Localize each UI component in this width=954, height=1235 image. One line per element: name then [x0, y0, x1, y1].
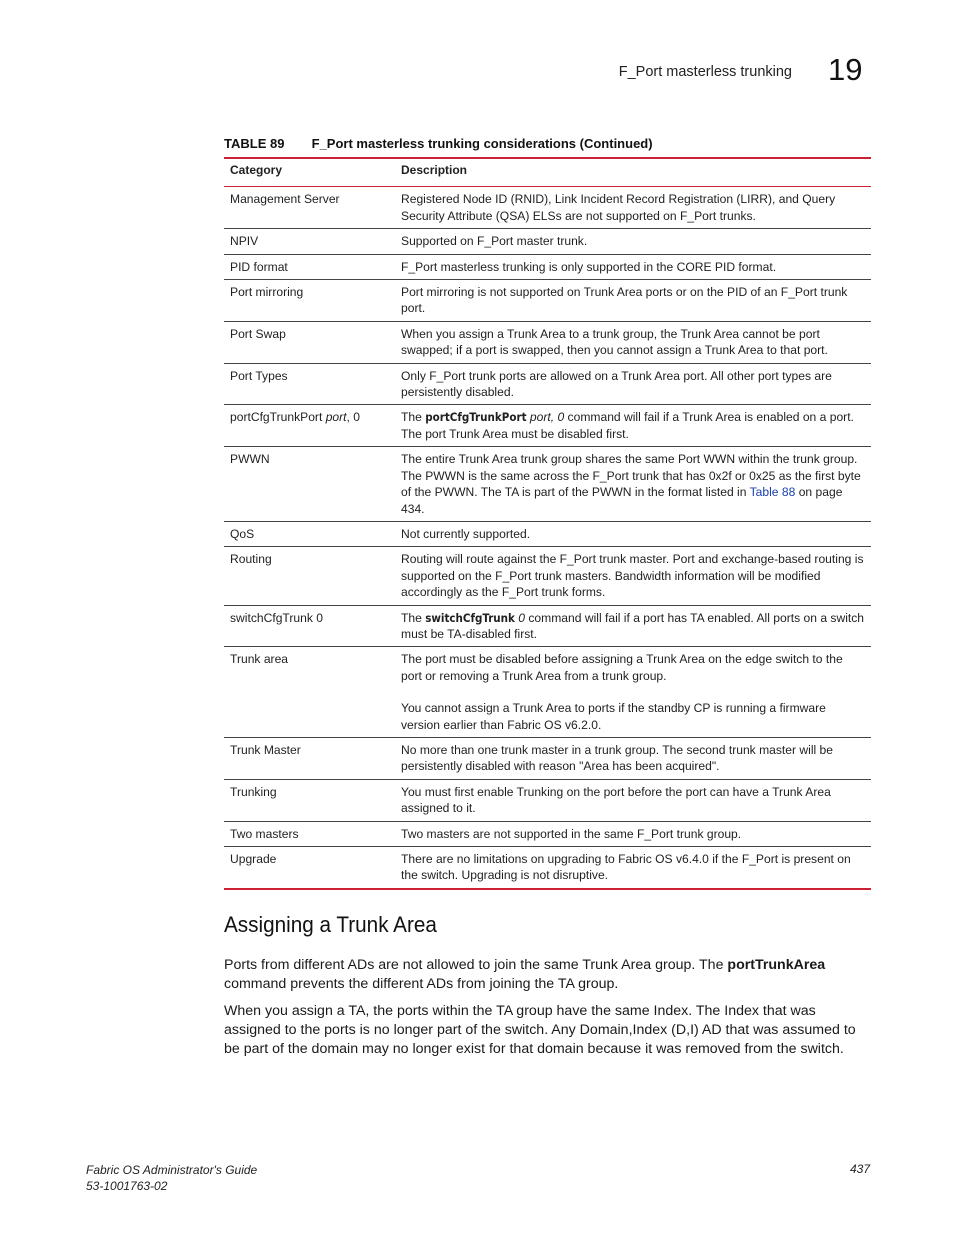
row-category: Management Server [224, 187, 395, 229]
row-description: You must first enable Trunking on the port before the port can have a Trunk Area assigned to it. [395, 779, 871, 821]
row-description: No more than one trunk master in a trunk group. The second trunk master will be persistently disabled with reason "Area has been acquired". [395, 737, 871, 779]
para-text: command prevents the different ADs from joining the TA group. [224, 976, 619, 992]
table-row [224, 547, 871, 605]
table-row [224, 321, 871, 363]
table-caption [224, 136, 653, 151]
table-row [224, 647, 871, 738]
table-row [224, 254, 871, 279]
row-description: There are no limitations on upgrading to Fabric OS v6.4.0 if the F_Port is present on the switch. Upgrading is not disruptive. [395, 847, 871, 889]
desc-text: The [401, 610, 426, 625]
table-row [224, 605, 871, 647]
row-category: Trunk Master [224, 737, 395, 779]
desc-text: The port must be disabled before assigning a Trunk Area on the edge switch to the port or removing a Trunk Area from a trunk group. [401, 652, 843, 683]
row-category: Two masters [224, 821, 395, 846]
row-category: Port Types [224, 363, 395, 405]
table-row [224, 363, 871, 405]
row-description: Port mirroring is not supported on Trunk Area ports or on the PID of an F_Port trunk port. [395, 280, 871, 322]
table-row [224, 187, 871, 229]
command-name: portTrunkArea [727, 957, 826, 973]
row-description: Not currently supported. [395, 521, 871, 546]
row-category: Port Swap [224, 321, 395, 363]
row-category: Upgrade [224, 847, 395, 889]
category-args: port [325, 410, 347, 425]
desc-text: The [401, 410, 426, 425]
category-tail: , 0 [346, 410, 360, 425]
desc-text: The entire Trunk Area trunk group shares the same Port WWN within the trunk group. The PWWN is the same across the F_Port trunk that has 0x2f or 0x25 as the first byte of the PWWN. The TA is part of the PWWN in the format listed in [401, 452, 861, 500]
desc-text-2: You cannot assign a Trunk Area to ports if the standby CP is running a firmware version earlier than Fabric OS v6.2.0. [401, 701, 826, 732]
table-row [224, 821, 871, 846]
chapter-number: 19 [828, 52, 863, 87]
row-description: F_Port masterless trunking is only supported in the CORE PID format. [395, 254, 871, 279]
table-row [224, 280, 871, 322]
section-paragraph-2: When you assign a TA, the ports within the TA group have the same Index. The Index that was assigned to the ports is no longer part of the switch. Any Domain,Index (D,I) AD that was assumed to be part of the domain may no longer exist for that domain because it was removed from the switch. [224, 1003, 856, 1057]
row-category: Trunking [224, 779, 395, 821]
row-category: PID format [224, 254, 395, 279]
desc-text: on page 434. [401, 485, 843, 516]
desc-text: command will fail if a port has TA enabled. All ports on a switch must be TA-disabled first. [401, 610, 865, 641]
row-description [395, 647, 871, 738]
row-category: Port mirroring [224, 280, 395, 322]
table-header-row [224, 158, 871, 187]
command-name: switchCfgTrunk [425, 610, 515, 625]
row-description [395, 405, 871, 447]
table-row [224, 447, 871, 522]
column-header-category: Category [224, 158, 395, 187]
row-category: Routing [224, 547, 395, 605]
table-row [224, 229, 871, 254]
command-name: portCfgTrunkPort [425, 410, 527, 425]
row-description: When you assign a Trunk Area to a trunk group, the Trunk Area cannot be port swapped; if a port is swapped, then you cannot assign a Trunk Area to that port. [395, 321, 871, 363]
table-row [224, 737, 871, 779]
row-description [395, 447, 871, 522]
row-category: Trunk area [224, 647, 395, 738]
table-caption-title: F_Port masterless trunking considerations (Continued) [311, 136, 653, 151]
row-category: switchCfgTrunk 0 [224, 605, 395, 647]
row-category [224, 405, 395, 447]
footer-doc-number: 53-1001763-02 [86, 1179, 168, 1193]
category-command: portCfgTrunkPort [230, 410, 323, 425]
footer-page-number: 437 [849, 1162, 870, 1176]
section-paragraph-1 [224, 956, 869, 994]
footer-book-title: Fabric OS Administrator's Guide [86, 1163, 258, 1177]
desc-text: command will fail if a Trunk Area is enabled on a port. The port Trunk Area must be disabled first. [401, 410, 854, 441]
table-row [224, 847, 871, 889]
row-description: Two masters are not supported in the same F_Port trunk group. [395, 821, 871, 846]
table-88-link[interactable]: Table 88 [749, 485, 796, 500]
row-category: NPIV [224, 229, 395, 254]
considerations-table [224, 157, 871, 890]
table-row [224, 779, 871, 821]
command-args: port, 0 [526, 410, 565, 425]
running-header-title: F_Port masterless trunking [618, 64, 792, 80]
table-row [224, 521, 871, 546]
table-caption-label: TABLE 89 [224, 136, 285, 151]
row-description: Registered Node ID (RNID), Link Incident Record Registration (LIRR), and Query Security Attribute (QSA) ELSs are not supported on F_Port trunks. [395, 187, 871, 229]
row-description: Only F_Port trunk ports are allowed on a Trunk Area port. All other port types are persistently disabled. [395, 363, 871, 405]
command-args: 0 [514, 610, 526, 625]
row-description: Routing will route against the F_Port trunk master. Port and exchange-based routing is supported on the F_Port trunk masters. Bandwidth information will be modified accordingly as the F_Port trunk forms. [395, 547, 871, 605]
footer-left [86, 1162, 257, 1194]
row-category: PWWN [224, 447, 395, 522]
row-description: Supported on F_Port master trunk. [395, 229, 871, 254]
table-row [224, 405, 871, 447]
row-category: QoS [224, 521, 395, 546]
section-heading: Assigning a Trunk Area [224, 912, 437, 937]
row-description [395, 605, 871, 647]
column-header-description: Description [395, 158, 871, 187]
para-text: Ports from different ADs are not allowed to join the same Trunk Area group. The [224, 957, 728, 973]
